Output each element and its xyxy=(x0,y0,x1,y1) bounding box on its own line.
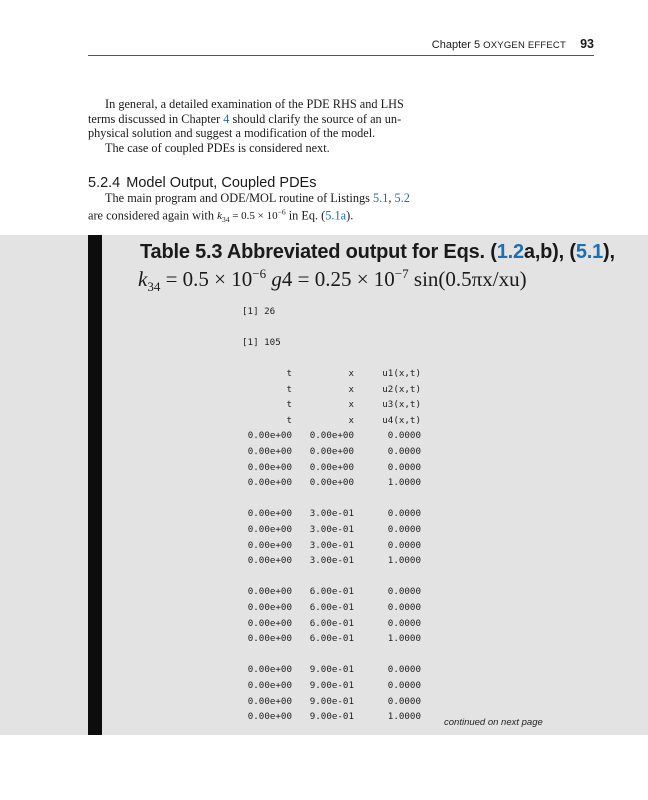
data-row-1-2-col-3: 0.0000 xyxy=(387,446,421,457)
table-formula xyxy=(138,266,527,295)
data-row-3-1-col-3: 0.0000 xyxy=(387,586,421,598)
data-row-4-2-col-3: 0.0000 xyxy=(387,680,421,691)
text-run: , xyxy=(388,191,395,205)
data-row-3-3-col-2: 6.00e-01 xyxy=(309,617,354,629)
equation-link[interactable]: 5.1a xyxy=(325,208,347,223)
data-row-1-2-col-1: 0.00e+00 xyxy=(247,446,292,457)
header-rule xyxy=(88,55,594,56)
data-row-4-2-col-2: 9.00e-01 xyxy=(309,680,354,691)
data-row-1-4-col-2: 0.00e+00 xyxy=(309,477,354,489)
header-row-2-col-3: u2(x,t) xyxy=(382,383,421,395)
data-row-3-1-col-2: 6.00e-01 xyxy=(309,586,354,598)
text-run: terms discussed in Chapter xyxy=(88,111,224,126)
output-line-2: [1] 105 xyxy=(242,337,281,348)
formula-part: = 0.5 × 10 xyxy=(160,267,253,291)
data-row-4-4-col-1: 0.00e+00 xyxy=(247,711,292,723)
data-row-2-4-col-3: 1.0000 xyxy=(387,555,421,567)
data-row-2-1-col-1: 0.00e+00 xyxy=(247,508,292,520)
header-row-4-col-3: u4(x,t) xyxy=(382,414,421,426)
data-row-1-2-col-2: 0.00e+00 xyxy=(309,446,354,457)
continued-note: continued on next page xyxy=(444,717,543,728)
table-eq-link-1[interactable]: 1.2 xyxy=(496,241,524,263)
formula-tail: sin(0.5πx/xu) xyxy=(408,267,527,291)
text-run: a,b), ( xyxy=(523,241,576,263)
data-row-3-3-col-3: 0.0000 xyxy=(387,617,421,629)
data-row-4-1-col-2: 9.00e-01 xyxy=(309,664,354,676)
header-row-4-col-2: x xyxy=(348,414,354,426)
math-exp: −6 xyxy=(277,207,286,217)
data-row-2-2-col-2: 3.00e-01 xyxy=(309,524,354,535)
text-run: ), xyxy=(603,241,615,263)
formula-exp: −7 xyxy=(394,266,409,281)
data-row-3-4-col-1: 0.00e+00 xyxy=(247,633,292,645)
data-row-2-3-col-1: 0.00e+00 xyxy=(247,539,292,551)
paragraph-2-line: The case of coupled PDEs is considered next. xyxy=(105,141,330,155)
header-row-2-col-1: t xyxy=(286,383,292,395)
paragraph-3 xyxy=(88,191,440,228)
header-row-4-col-1: t xyxy=(286,414,292,426)
header-row-1-col-1: t xyxy=(286,368,292,379)
formula-part: 4 xyxy=(281,267,293,291)
data-row-2-4-col-2: 3.00e-01 xyxy=(309,555,354,567)
data-row-4-1-col-1: 0.00e+00 xyxy=(247,664,292,676)
text-run: The main program and ODE/MOL routine of Listings xyxy=(105,191,373,205)
header-row-1-col-3: u1(x,t) xyxy=(382,368,421,379)
paragraph-1 xyxy=(88,97,440,141)
text-run: are considered again with xyxy=(88,208,218,223)
data-row-2-1-col-2: 3.00e-01 xyxy=(309,508,354,520)
table-label: Table 5.3 xyxy=(140,241,223,263)
header-row-3-col-2: x xyxy=(348,399,354,411)
data-row-1-1-col-1: 0.00e+00 xyxy=(247,430,292,442)
header-row-3-col-3: u3(x,t) xyxy=(382,399,421,411)
header-row-1-col-2: x xyxy=(348,368,354,379)
k34-math xyxy=(217,207,286,225)
page-number: 93 xyxy=(580,37,594,51)
table-side-bar xyxy=(88,235,102,735)
data-row-4-3-col-2: 9.00e-01 xyxy=(309,695,354,707)
formula-exp: −6 xyxy=(252,266,267,281)
running-header xyxy=(88,36,594,56)
table-eq-link-2[interactable]: 5.1 xyxy=(575,241,604,263)
data-row-1-4-col-1: 0.00e+00 xyxy=(247,477,292,489)
header-row-3-col-1: t xyxy=(286,399,292,411)
data-row-4-2-col-1: 0.00e+00 xyxy=(247,680,292,691)
data-row-4-3-col-1: 0.00e+00 xyxy=(247,695,292,707)
data-row-3-2-col-2: 6.00e-01 xyxy=(309,602,354,613)
data-row-3-2-col-3: 0.0000 xyxy=(387,602,421,613)
data-row-4-3-col-3: 0.0000 xyxy=(387,695,421,707)
text-run: ). xyxy=(346,208,354,223)
data-row-3-4-col-2: 6.00e-01 xyxy=(309,633,354,645)
data-row-2-4-col-1: 0.00e+00 xyxy=(247,555,292,567)
data-row-1-4-col-3: 1.0000 xyxy=(387,477,421,489)
data-row-2-2-col-1: 0.00e+00 xyxy=(247,524,292,535)
formula-g: g xyxy=(266,267,282,291)
output-line-1: [1] 26 xyxy=(242,306,276,317)
text-run: Abbreviated output for Eqs. ( xyxy=(222,241,497,263)
table-title xyxy=(140,241,615,264)
section-title: Model Output, Coupled PDEs xyxy=(126,175,317,191)
section-heading xyxy=(88,175,316,191)
header-row-2-col-2: x xyxy=(348,383,354,395)
data-row-1-3-col-2: 0.00e+00 xyxy=(309,461,354,473)
data-row-1-1-col-2: 0.00e+00 xyxy=(309,430,354,442)
data-row-2-3-col-2: 3.00e-01 xyxy=(309,539,354,551)
math-sub: 34 xyxy=(221,215,230,225)
formula-part: = 0.25 × 10 xyxy=(292,267,395,291)
data-row-3-3-col-1: 0.00e+00 xyxy=(247,617,292,629)
data-row-4-4-col-3: 1.0000 xyxy=(387,711,421,723)
chapter-title: OXYGEN EFFECT xyxy=(483,40,566,51)
listing-link-2[interactable]: 5.2 xyxy=(394,191,410,205)
paragraph-1-line-3: physical solution and suggest a modification of the model. xyxy=(88,126,376,141)
chapter-label xyxy=(432,39,566,51)
data-row-3-1-col-1: 0.00e+00 xyxy=(247,586,292,598)
listing-link-1[interactable]: 5.1 xyxy=(372,191,389,205)
chapter-number: Chapter 5 xyxy=(431,39,481,51)
math-eq: = 0.5 × 10 xyxy=(229,210,278,223)
data-row-3-4-col-3: 1.0000 xyxy=(387,633,421,645)
data-row-2-2-col-3: 0.0000 xyxy=(387,524,421,535)
data-row-4-1-col-3: 0.0000 xyxy=(387,664,421,676)
paragraph-2 xyxy=(88,141,440,156)
text-run: should clarify the source of an un- xyxy=(229,111,402,126)
formula-sub: 34 xyxy=(147,279,161,295)
paragraph-1-line-1: In general, a detailed examination of the PDE RHS and LHS xyxy=(105,97,404,111)
chapter-link[interactable]: 4 xyxy=(223,111,230,126)
data-row-3-2-col-1: 0.00e+00 xyxy=(247,602,292,613)
data-row-1-1-col-3: 0.0000 xyxy=(387,430,421,442)
section-number: 5.2.4 xyxy=(88,175,121,191)
data-row-2-3-col-3: 0.0000 xyxy=(387,539,421,551)
formula-k: k xyxy=(138,267,148,291)
paragraph-3-line-2 xyxy=(88,206,440,229)
paragraph-1-line-2 xyxy=(88,112,440,127)
data-row-1-3-col-3: 0.0000 xyxy=(387,461,421,473)
data-row-1-3-col-1: 0.00e+00 xyxy=(247,461,292,473)
data-row-4-4-col-2: 9.00e-01 xyxy=(309,711,354,723)
data-row-2-1-col-3: 0.0000 xyxy=(387,508,421,520)
paragraph-3-line-1 xyxy=(88,191,440,206)
math-k: k xyxy=(217,210,222,223)
text-run: in Eq. ( xyxy=(285,208,326,223)
